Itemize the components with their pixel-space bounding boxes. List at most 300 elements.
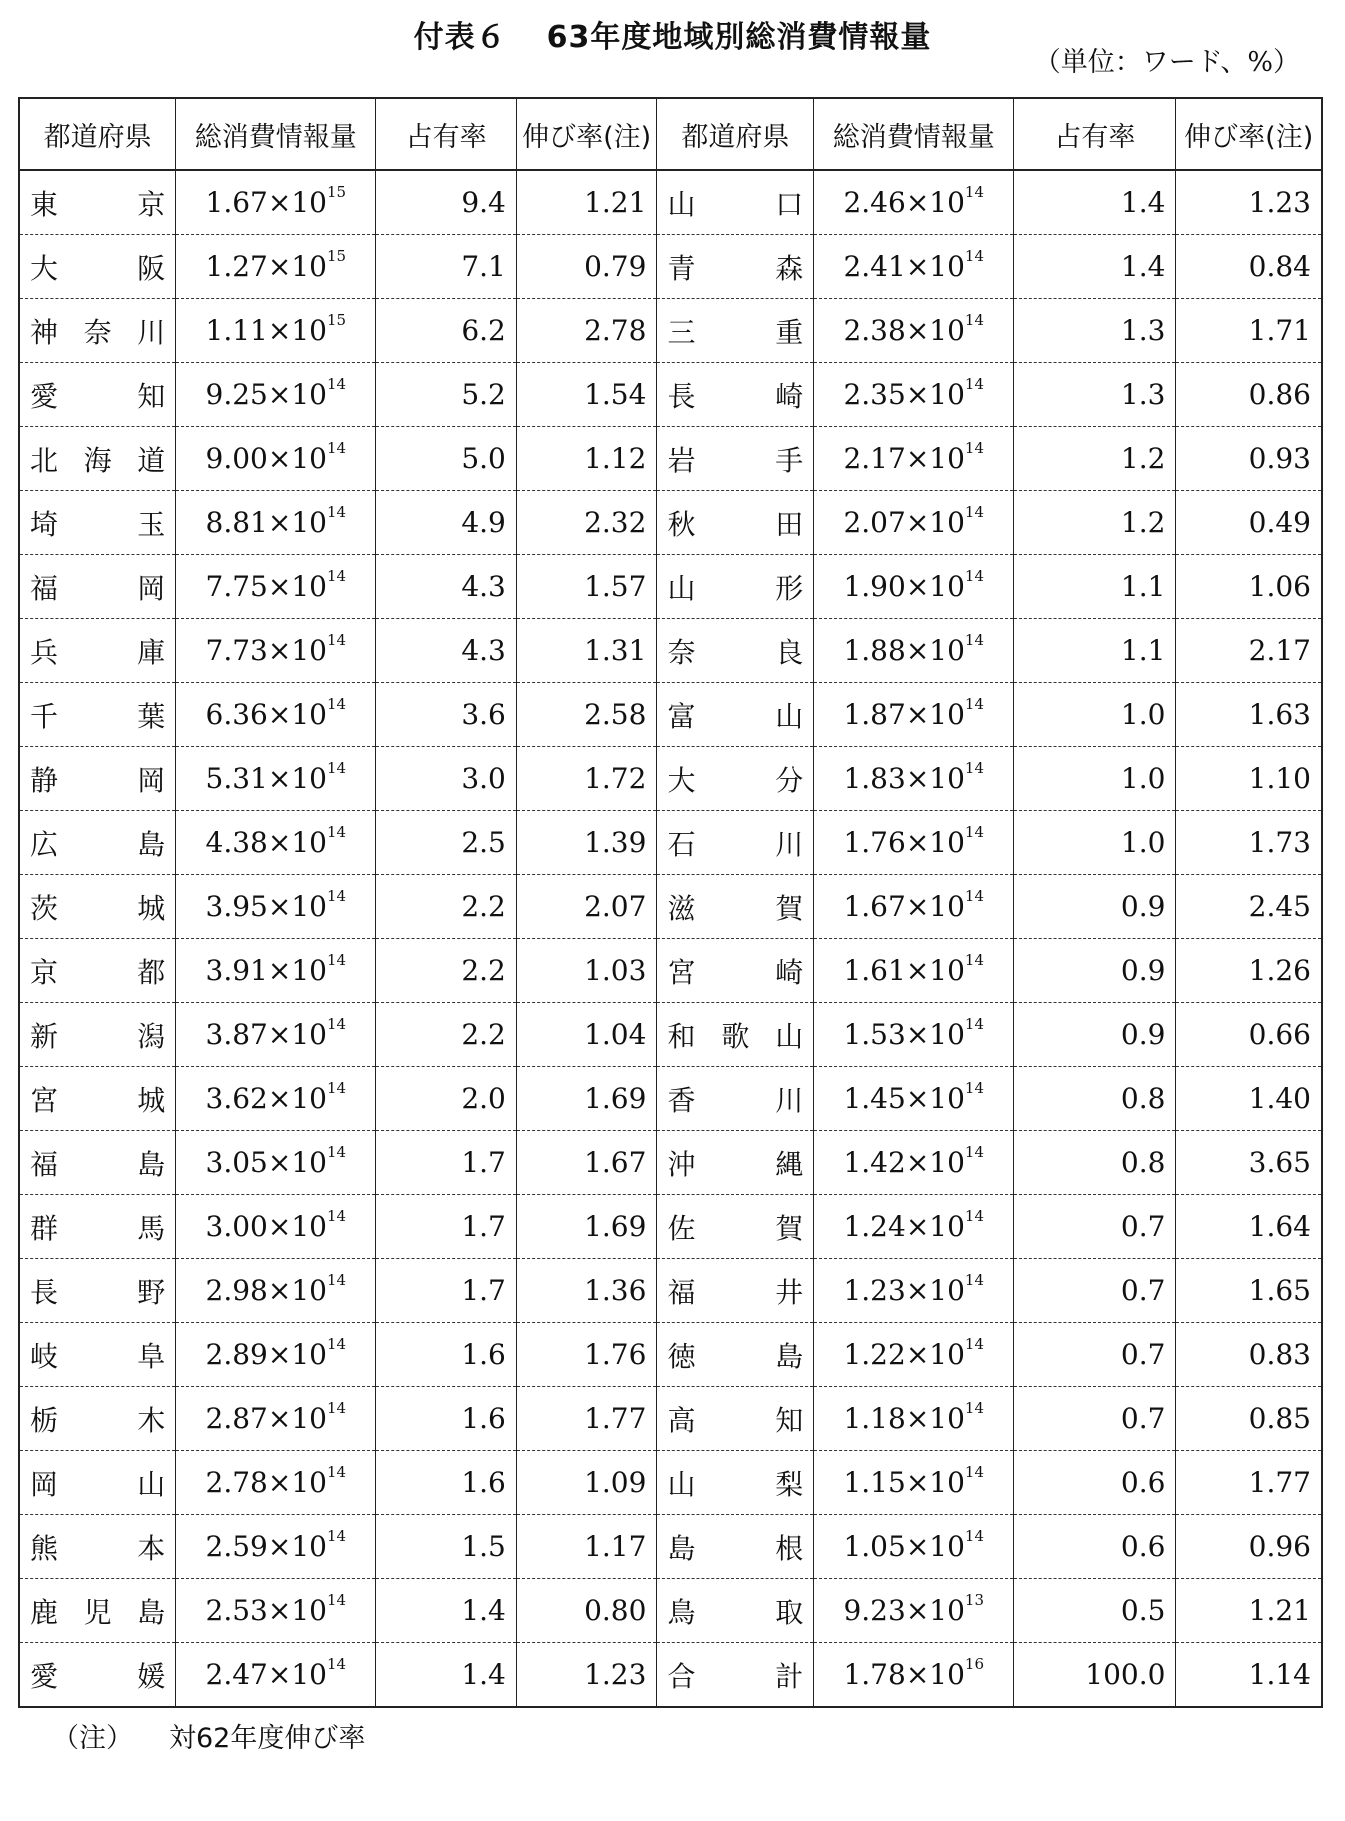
cell-share: 0.6 <box>1014 1515 1176 1579</box>
times-ten: ×10 <box>905 442 965 475</box>
mantissa: 7.73 <box>205 634 268 667</box>
table-row <box>19 747 1322 811</box>
cell-total-volume <box>814 875 1014 939</box>
cell-share: 1.4 <box>1014 170 1176 235</box>
cell-total-volume <box>176 875 376 939</box>
table-row <box>19 1515 1322 1579</box>
cell-prefecture: 山形 <box>657 555 814 619</box>
mantissa: 1.18 <box>843 1402 906 1435</box>
cell-prefecture: 山梨 <box>657 1451 814 1515</box>
cell-prefecture: 鹿児島 <box>19 1579 176 1643</box>
cell-prefecture: 茨城 <box>19 875 176 939</box>
cell-growth: 1.31 <box>516 619 657 683</box>
cell-growth: 2.58 <box>516 683 657 747</box>
cell-share: 1.6 <box>376 1323 517 1387</box>
cell-share: 3.6 <box>376 683 517 747</box>
mantissa: 3.00 <box>205 1210 268 1243</box>
mantissa: 1.24 <box>843 1210 906 1243</box>
cell-prefecture: 青森 <box>657 235 814 299</box>
cell-prefecture: 京都 <box>19 939 176 1003</box>
mantissa: 2.53 <box>205 1594 268 1627</box>
cell-growth: 0.85 <box>1176 1387 1322 1451</box>
cell-share: 0.7 <box>1014 1323 1176 1387</box>
cell-growth: 2.32 <box>516 491 657 555</box>
cell-total-volume <box>814 939 1014 1003</box>
exponent: 14 <box>326 631 347 649</box>
cell-growth: 1.40 <box>1176 1067 1322 1131</box>
times-ten: ×10 <box>905 250 965 283</box>
mantissa: 1.67 <box>205 186 268 219</box>
cell-growth: 0.96 <box>1176 1515 1322 1579</box>
table-row <box>19 170 1322 235</box>
data-table <box>18 97 1323 1708</box>
cell-share: 2.5 <box>376 811 517 875</box>
cell-growth: 0.93 <box>1176 427 1322 491</box>
cell-prefecture: 福岡 <box>19 555 176 619</box>
exponent: 14 <box>326 1591 347 1609</box>
cell-growth: 1.63 <box>1176 683 1322 747</box>
times-ten: ×10 <box>267 1146 327 1179</box>
times-ten: ×10 <box>905 1530 965 1563</box>
cell-growth: 1.64 <box>1176 1195 1322 1259</box>
cell-total-volume <box>176 1195 376 1259</box>
table-row <box>19 235 1322 299</box>
exponent: 14 <box>964 759 984 777</box>
cell-growth: 0.79 <box>516 235 657 299</box>
table-row <box>19 875 1322 939</box>
cell-share: 4.3 <box>376 555 517 619</box>
cell-total-volume <box>814 299 1014 363</box>
table-row <box>19 1067 1322 1131</box>
times-ten: ×10 <box>267 442 327 475</box>
cell-prefecture: 三重 <box>657 299 814 363</box>
cell-prefecture: 宮城 <box>19 1067 176 1131</box>
cell-growth: 1.04 <box>516 1003 657 1067</box>
cell-growth: 1.71 <box>1176 299 1322 363</box>
mantissa: 1.22 <box>843 1338 906 1371</box>
cell-share: 0.5 <box>1014 1579 1176 1643</box>
cell-growth: 0.49 <box>1176 491 1322 555</box>
times-ten: ×10 <box>905 186 965 219</box>
mantissa: 2.87 <box>205 1402 268 1435</box>
exponent: 14 <box>964 695 984 713</box>
cell-share: 1.3 <box>1014 363 1176 427</box>
cell-prefecture: 熊本 <box>19 1515 176 1579</box>
mantissa: 2.17 <box>843 442 906 475</box>
cell-total-volume <box>176 747 376 811</box>
exponent: 14 <box>326 1271 347 1289</box>
exponent: 14 <box>326 503 347 521</box>
cell-share: 1.0 <box>1014 683 1176 747</box>
times-ten: ×10 <box>905 570 965 603</box>
times-ten: ×10 <box>267 250 327 283</box>
mantissa: 2.59 <box>205 1530 268 1563</box>
times-ten: ×10 <box>905 378 965 411</box>
mantissa: 4.38 <box>205 826 268 859</box>
times-ten: ×10 <box>905 1658 965 1691</box>
cell-total-volume <box>176 555 376 619</box>
mantissa: 1.76 <box>843 826 906 859</box>
cell-share: 0.6 <box>1014 1451 1176 1515</box>
times-ten: ×10 <box>267 634 327 667</box>
times-ten: ×10 <box>267 1018 327 1051</box>
cell-total-volume <box>814 683 1014 747</box>
times-ten: ×10 <box>905 314 965 347</box>
cell-share: 0.7 <box>1014 1195 1176 1259</box>
exponent: 14 <box>326 823 347 841</box>
mantissa: 2.78 <box>205 1466 268 1499</box>
footnote <box>52 1716 365 1755</box>
cell-share: 0.9 <box>1014 1003 1176 1067</box>
cell-total-volume <box>814 811 1014 875</box>
cell-total-volume <box>176 1131 376 1195</box>
times-ten: ×10 <box>267 1594 327 1627</box>
cell-total-volume <box>814 363 1014 427</box>
cell-total-volume <box>176 939 376 1003</box>
cell-total-volume <box>176 1579 376 1643</box>
cell-growth: 1.69 <box>516 1067 657 1131</box>
exponent: 15 <box>326 311 347 329</box>
cell-share: 1.2 <box>1014 427 1176 491</box>
cell-total-volume <box>814 1195 1014 1259</box>
cell-total-volume <box>814 1131 1014 1195</box>
cell-growth: 1.69 <box>516 1195 657 1259</box>
mantissa: 7.75 <box>205 570 268 603</box>
cell-share: 5.0 <box>376 427 517 491</box>
cell-growth: 2.45 <box>1176 875 1322 939</box>
times-ten: ×10 <box>905 506 965 539</box>
cell-total-volume <box>814 1067 1014 1131</box>
cell-share: 2.2 <box>376 1003 517 1067</box>
cell-prefecture: 山口 <box>657 170 814 235</box>
cell-prefecture: 佐賀 <box>657 1195 814 1259</box>
table-row <box>19 363 1322 427</box>
cell-prefecture: 栃木 <box>19 1387 176 1451</box>
mantissa: 1.53 <box>843 1018 906 1051</box>
cell-total-volume <box>176 1323 376 1387</box>
times-ten: ×10 <box>267 378 327 411</box>
cell-total-volume <box>814 235 1014 299</box>
cell-total-volume <box>814 1387 1014 1451</box>
times-ten: ×10 <box>905 1594 965 1627</box>
cell-share: 0.9 <box>1014 875 1176 939</box>
cell-total-volume <box>176 1259 376 1323</box>
cell-share: 1.1 <box>1014 619 1176 683</box>
mantissa: 3.05 <box>205 1146 268 1179</box>
exponent: 14 <box>326 887 347 905</box>
cell-share: 4.9 <box>376 491 517 555</box>
cell-growth: 1.06 <box>1176 555 1322 619</box>
exponent: 14 <box>964 1079 984 1097</box>
cell-share: 1.4 <box>376 1643 517 1708</box>
exponent: 14 <box>964 631 984 649</box>
cell-prefecture: 愛知 <box>19 363 176 427</box>
exponent: 14 <box>964 887 984 905</box>
cell-growth: 2.07 <box>516 875 657 939</box>
exponent: 15 <box>326 247 347 265</box>
cell-prefecture: 合計 <box>657 1643 814 1708</box>
exponent: 14 <box>326 695 347 713</box>
cell-prefecture: 埼玉 <box>19 491 176 555</box>
times-ten: ×10 <box>905 826 965 859</box>
exponent: 14 <box>326 1335 347 1353</box>
cell-prefecture: 宮崎 <box>657 939 814 1003</box>
cell-share: 1.6 <box>376 1387 517 1451</box>
table-row <box>19 1003 1322 1067</box>
cell-prefecture: 富山 <box>657 683 814 747</box>
cell-growth: 1.67 <box>516 1131 657 1195</box>
header-prefecture: 都道府県 <box>657 98 814 170</box>
cell-total-volume <box>176 1387 376 1451</box>
cell-growth: 1.21 <box>516 170 657 235</box>
cell-share: 2.2 <box>376 875 517 939</box>
table-row <box>19 299 1322 363</box>
cell-total-volume <box>176 1451 376 1515</box>
exponent: 14 <box>964 311 984 329</box>
header-row <box>19 98 1322 170</box>
cell-total-volume <box>814 1643 1014 1708</box>
table-row <box>19 939 1322 1003</box>
cell-share: 0.8 <box>1014 1131 1176 1195</box>
exponent: 14 <box>964 567 984 585</box>
cell-total-volume <box>814 427 1014 491</box>
exponent: 14 <box>964 1399 984 1417</box>
times-ten: ×10 <box>267 1274 327 1307</box>
cell-total-volume <box>176 619 376 683</box>
cell-total-volume <box>176 491 376 555</box>
exponent: 14 <box>964 1463 984 1481</box>
cell-share: 0.8 <box>1014 1067 1176 1131</box>
mantissa: 1.11 <box>205 314 268 347</box>
table-number: 付表６ <box>413 20 507 55</box>
cell-share: 1.2 <box>1014 491 1176 555</box>
times-ten: ×10 <box>905 1146 965 1179</box>
times-ten: ×10 <box>267 890 327 923</box>
cell-growth: 0.83 <box>1176 1323 1322 1387</box>
cell-prefecture: 島根 <box>657 1515 814 1579</box>
times-ten: ×10 <box>905 1082 965 1115</box>
cell-total-volume <box>814 1579 1014 1643</box>
cell-prefecture: 沖縄 <box>657 1131 814 1195</box>
cell-share: 1.0 <box>1014 747 1176 811</box>
mantissa: 3.95 <box>205 890 268 923</box>
cell-share: 1.4 <box>1014 235 1176 299</box>
cell-total-volume <box>814 1323 1014 1387</box>
mantissa: 3.62 <box>205 1082 268 1115</box>
cell-growth: 0.80 <box>516 1579 657 1643</box>
mantissa: 9.25 <box>205 378 268 411</box>
cell-growth: 1.54 <box>516 363 657 427</box>
cell-share: 1.7 <box>376 1259 517 1323</box>
table-row <box>19 1643 1322 1708</box>
times-ten: ×10 <box>267 1210 327 1243</box>
cell-growth: 1.23 <box>1176 170 1322 235</box>
cell-growth: 1.14 <box>1176 1643 1322 1708</box>
cell-total-volume <box>814 619 1014 683</box>
cell-share: 4.3 <box>376 619 517 683</box>
header-prefecture: 都道府県 <box>19 98 176 170</box>
exponent: 14 <box>964 1143 984 1161</box>
header-total-volume: 総消費情報量 <box>176 98 376 170</box>
mantissa: 1.78 <box>843 1658 906 1691</box>
cell-total-volume <box>176 363 376 427</box>
header-growth: 伸び率(注) <box>1176 98 1322 170</box>
times-ten: ×10 <box>267 1402 327 1435</box>
cell-total-volume <box>176 1003 376 1067</box>
times-ten: ×10 <box>267 954 327 987</box>
cell-share: 2.0 <box>376 1067 517 1131</box>
cell-prefecture: 石川 <box>657 811 814 875</box>
times-ten: ×10 <box>267 314 327 347</box>
cell-total-volume <box>814 747 1014 811</box>
cell-growth: 0.86 <box>1176 363 1322 427</box>
cell-total-volume <box>814 555 1014 619</box>
cell-share: 5.2 <box>376 363 517 427</box>
mantissa: 6.36 <box>205 698 268 731</box>
cell-share: 1.3 <box>1014 299 1176 363</box>
cell-growth: 1.03 <box>516 939 657 1003</box>
times-ten: ×10 <box>267 1658 327 1691</box>
mantissa: 1.23 <box>843 1274 906 1307</box>
table-row <box>19 1259 1322 1323</box>
cell-prefecture: 長崎 <box>657 363 814 427</box>
cell-total-volume <box>814 1451 1014 1515</box>
table-row <box>19 1323 1322 1387</box>
mantissa: 1.88 <box>843 634 906 667</box>
exponent: 14 <box>326 1143 347 1161</box>
table-row <box>19 619 1322 683</box>
cell-total-volume <box>176 299 376 363</box>
mantissa: 9.23 <box>843 1594 906 1627</box>
cell-total-volume <box>814 170 1014 235</box>
table-row <box>19 427 1322 491</box>
cell-prefecture: 鳥取 <box>657 1579 814 1643</box>
cell-growth: 2.17 <box>1176 619 1322 683</box>
exponent: 14 <box>964 1335 984 1353</box>
cell-prefecture: 静岡 <box>19 747 176 811</box>
times-ten: ×10 <box>905 1338 965 1371</box>
cell-total-volume <box>176 235 376 299</box>
times-ten: ×10 <box>905 698 965 731</box>
cell-growth: 2.78 <box>516 299 657 363</box>
cell-growth: 1.39 <box>516 811 657 875</box>
table-row <box>19 811 1322 875</box>
exponent: 14 <box>964 503 984 521</box>
times-ten: ×10 <box>267 506 327 539</box>
mantissa: 2.41 <box>843 250 906 283</box>
times-ten: ×10 <box>267 762 327 795</box>
exponent: 14 <box>326 1207 347 1225</box>
cell-prefecture: 香川 <box>657 1067 814 1131</box>
exponent: 14 <box>964 951 984 969</box>
table-row <box>19 1387 1322 1451</box>
cell-prefecture: 岐阜 <box>19 1323 176 1387</box>
mantissa: 1.61 <box>843 954 906 987</box>
mantissa: 1.45 <box>843 1082 906 1115</box>
cell-total-volume <box>176 1515 376 1579</box>
table-row <box>19 1579 1322 1643</box>
cell-prefecture: 高知 <box>657 1387 814 1451</box>
cell-growth: 1.21 <box>1176 1579 1322 1643</box>
cell-growth: 1.26 <box>1176 939 1322 1003</box>
cell-prefecture: 秋田 <box>657 491 814 555</box>
exponent: 16 <box>964 1655 984 1673</box>
cell-growth: 1.17 <box>516 1515 657 1579</box>
exponent: 14 <box>326 1399 347 1417</box>
cell-growth: 1.77 <box>1176 1451 1322 1515</box>
table-row <box>19 1131 1322 1195</box>
times-ten: ×10 <box>267 1338 327 1371</box>
cell-prefecture: 大分 <box>657 747 814 811</box>
cell-growth: 1.10 <box>1176 747 1322 811</box>
cell-growth: 1.36 <box>516 1259 657 1323</box>
times-ten: ×10 <box>267 826 327 859</box>
times-ten: ×10 <box>905 634 965 667</box>
table-row <box>19 1451 1322 1515</box>
times-ten: ×10 <box>905 1402 965 1435</box>
mantissa: 1.27 <box>205 250 268 283</box>
cell-total-volume <box>814 1259 1014 1323</box>
mantissa: 1.83 <box>843 762 906 795</box>
mantissa: 2.89 <box>205 1338 268 1371</box>
header-share: 占有率 <box>1014 98 1176 170</box>
cell-total-volume <box>176 811 376 875</box>
cell-total-volume <box>176 170 376 235</box>
cell-total-volume <box>176 1067 376 1131</box>
exponent: 14 <box>964 1015 984 1033</box>
cell-growth: 1.72 <box>516 747 657 811</box>
exponent: 13 <box>964 1591 984 1609</box>
exponent: 15 <box>326 183 347 201</box>
exponent: 14 <box>326 567 347 585</box>
cell-prefecture: 神奈川 <box>19 299 176 363</box>
cell-prefecture: 北海道 <box>19 427 176 491</box>
mantissa: 8.81 <box>205 506 268 539</box>
cell-prefecture: 群馬 <box>19 1195 176 1259</box>
cell-growth: 3.65 <box>1176 1131 1322 1195</box>
cell-share: 7.1 <box>376 235 517 299</box>
exponent: 14 <box>964 823 984 841</box>
mantissa: 2.98 <box>205 1274 268 1307</box>
cell-prefecture: 広島 <box>19 811 176 875</box>
mantissa: 5.31 <box>205 762 268 795</box>
mantissa: 3.87 <box>205 1018 268 1051</box>
exponent: 14 <box>326 951 347 969</box>
times-ten: ×10 <box>905 890 965 923</box>
cell-share: 0.7 <box>1014 1387 1176 1451</box>
cell-growth: 1.76 <box>516 1323 657 1387</box>
mantissa: 2.47 <box>205 1658 268 1691</box>
cell-share: 1.5 <box>376 1515 517 1579</box>
cell-growth: 1.12 <box>516 427 657 491</box>
mantissa: 2.38 <box>843 314 906 347</box>
exponent: 14 <box>326 1079 347 1097</box>
header-growth: 伸び率(注) <box>516 98 657 170</box>
mantissa: 2.46 <box>843 186 906 219</box>
cell-total-volume <box>176 1643 376 1708</box>
cell-prefecture: 愛媛 <box>19 1643 176 1708</box>
table-row <box>19 491 1322 555</box>
times-ten: ×10 <box>905 954 965 987</box>
cell-prefecture: 岡山 <box>19 1451 176 1515</box>
cell-growth: 1.57 <box>516 555 657 619</box>
exponent: 14 <box>964 247 984 265</box>
exponent: 14 <box>326 375 347 393</box>
cell-share: 1.6 <box>376 1451 517 1515</box>
cell-growth: 1.73 <box>1176 811 1322 875</box>
exponent: 14 <box>964 439 984 457</box>
times-ten: ×10 <box>267 570 327 603</box>
